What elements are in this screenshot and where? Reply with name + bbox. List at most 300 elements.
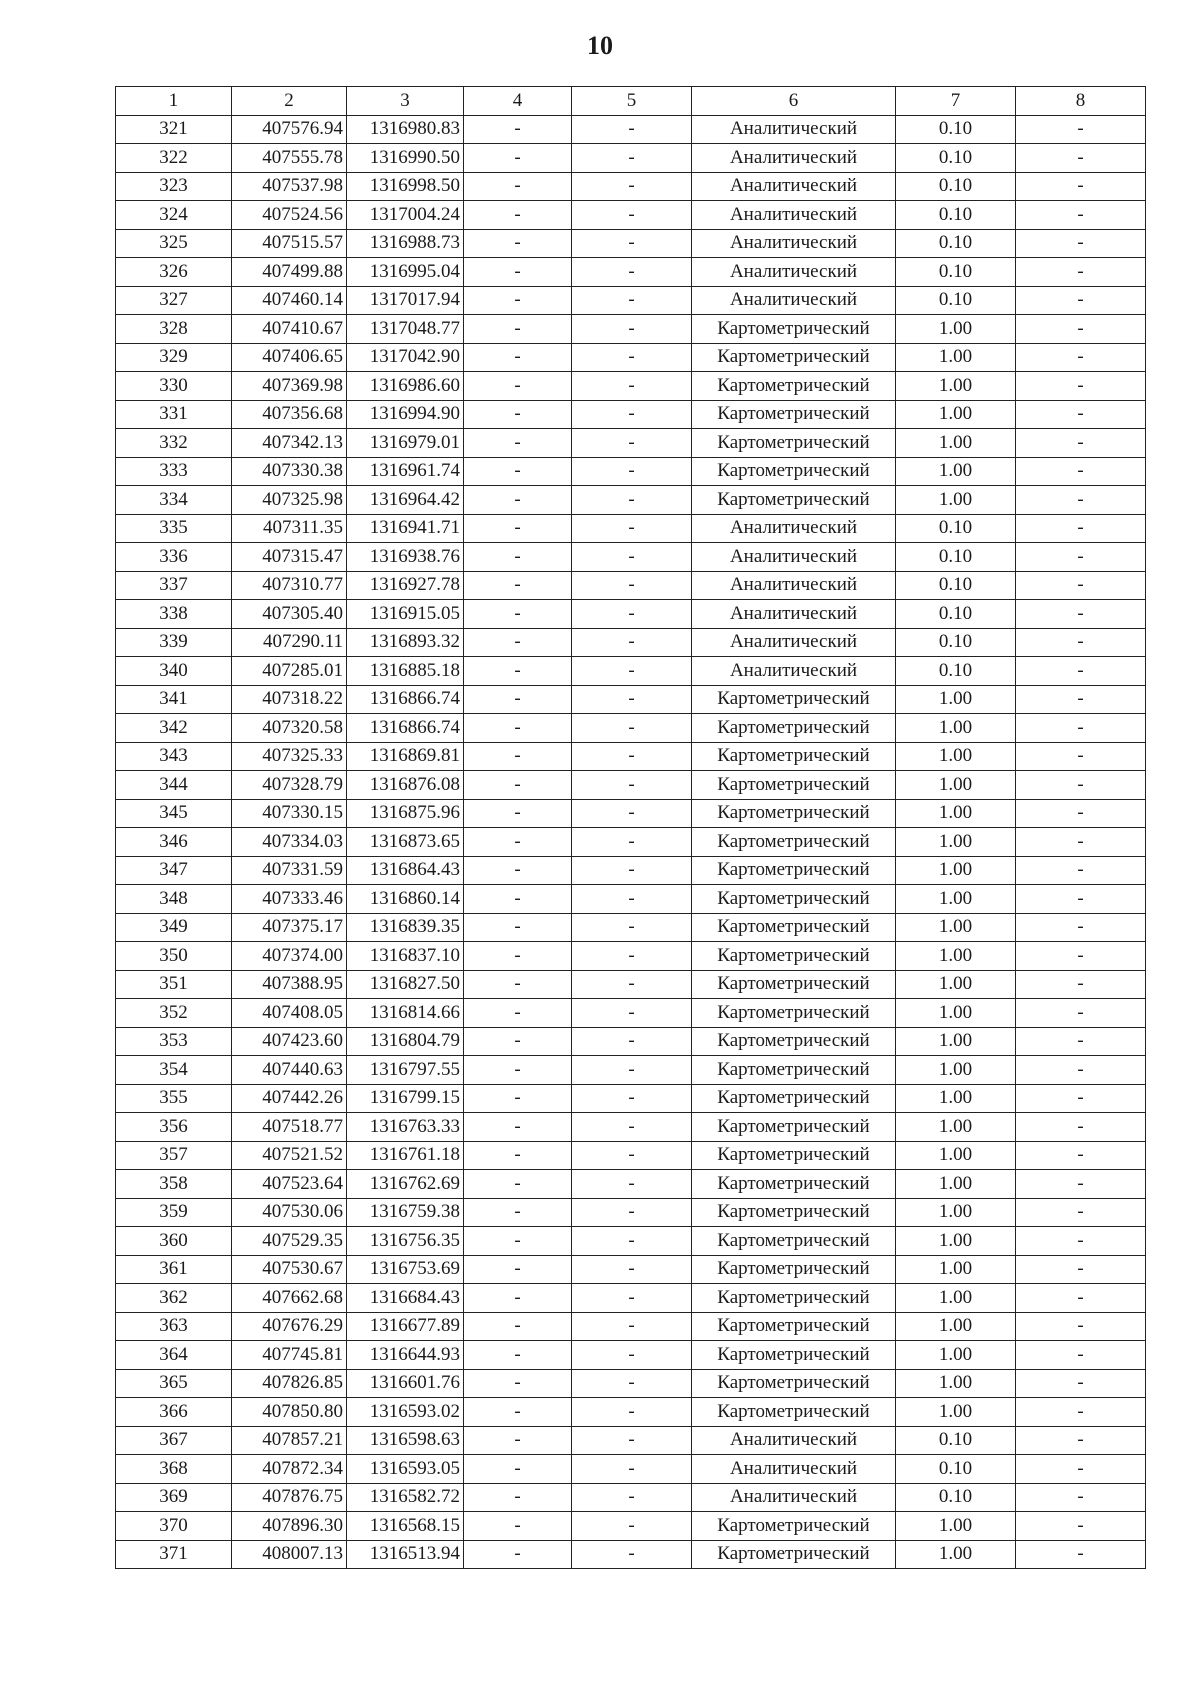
y-coordinate-cell: 1316598.63	[347, 1426, 464, 1455]
table-row	[116, 856, 1146, 885]
point-number-cell: 327	[116, 286, 232, 315]
column-5-cell: -	[572, 1170, 692, 1199]
x-coordinate-cell: 407356.68	[232, 400, 347, 429]
column-8-cell: -	[1016, 571, 1146, 600]
column-8-cell: -	[1016, 856, 1146, 885]
y-coordinate-cell: 1316869.81	[347, 742, 464, 771]
column-4-cell: -	[464, 1398, 572, 1427]
y-coordinate-cell: 1316866.74	[347, 714, 464, 743]
column-4-cell: -	[464, 856, 572, 885]
table-row	[116, 714, 1146, 743]
point-number-cell: 332	[116, 429, 232, 458]
column-5-cell: -	[572, 201, 692, 230]
table-row	[116, 1141, 1146, 1170]
column-4-cell: -	[464, 1455, 572, 1484]
column-5-cell: -	[572, 1198, 692, 1227]
column-8-cell: -	[1016, 486, 1146, 515]
column-4-cell: -	[464, 229, 572, 258]
y-coordinate-cell: 1316964.42	[347, 486, 464, 515]
method-cell: Картометрический	[692, 799, 896, 828]
column-8-cell: -	[1016, 1369, 1146, 1398]
table-row	[116, 486, 1146, 515]
table-row	[116, 771, 1146, 800]
method-cell: Аналитический	[692, 172, 896, 201]
y-coordinate-cell: 1316986.60	[347, 372, 464, 401]
method-cell: Картометрический	[692, 400, 896, 429]
method-cell: Картометрический	[692, 913, 896, 942]
column-8-cell: -	[1016, 685, 1146, 714]
point-number-cell: 368	[116, 1455, 232, 1484]
column-8-cell: -	[1016, 514, 1146, 543]
accuracy-cell: 1.00	[896, 1027, 1016, 1056]
point-number-cell: 352	[116, 999, 232, 1028]
column-4-cell: -	[464, 457, 572, 486]
column-4-cell: -	[464, 1284, 572, 1313]
point-number-cell: 359	[116, 1198, 232, 1227]
column-8-cell: -	[1016, 1540, 1146, 1569]
table-row	[116, 115, 1146, 144]
column-8-cell: -	[1016, 258, 1146, 287]
y-coordinate-cell: 1316568.15	[347, 1512, 464, 1541]
column-8-cell: -	[1016, 942, 1146, 971]
column-8-cell: -	[1016, 771, 1146, 800]
table-row	[116, 600, 1146, 629]
point-number-cell: 345	[116, 799, 232, 828]
column-5-cell: -	[572, 970, 692, 999]
column-4-cell: -	[464, 799, 572, 828]
y-coordinate-cell: 1317004.24	[347, 201, 464, 230]
table-row	[116, 229, 1146, 258]
table-row	[116, 742, 1146, 771]
accuracy-cell: 1.00	[896, 1284, 1016, 1313]
point-number-cell: 353	[116, 1027, 232, 1056]
column-4-cell: -	[464, 400, 572, 429]
accuracy-cell: 1.00	[896, 1084, 1016, 1113]
column-header: 7	[896, 87, 1016, 116]
column-8-cell: -	[1016, 286, 1146, 315]
x-coordinate-cell: 407330.15	[232, 799, 347, 828]
method-cell: Картометрический	[692, 1369, 896, 1398]
column-5-cell: -	[572, 628, 692, 657]
point-number-cell: 337	[116, 571, 232, 600]
x-coordinate-cell: 407310.77	[232, 571, 347, 600]
column-header: 6	[692, 87, 896, 116]
table-row	[116, 571, 1146, 600]
method-cell: Картометрический	[692, 1312, 896, 1341]
y-coordinate-cell: 1316756.35	[347, 1227, 464, 1256]
table-row	[116, 628, 1146, 657]
method-cell: Аналитический	[692, 144, 896, 173]
accuracy-cell: 1.00	[896, 799, 1016, 828]
accuracy-cell: 0.10	[896, 258, 1016, 287]
column-5-cell: -	[572, 885, 692, 914]
method-cell: Картометрический	[692, 429, 896, 458]
method-cell: Картометрический	[692, 742, 896, 771]
accuracy-cell: 0.10	[896, 201, 1016, 230]
method-cell: Картометрический	[692, 1512, 896, 1541]
x-coordinate-cell: 407896.30	[232, 1512, 347, 1541]
column-4-cell: -	[464, 771, 572, 800]
column-8-cell: -	[1016, 970, 1146, 999]
accuracy-cell: 1.00	[896, 372, 1016, 401]
point-number-cell: 344	[116, 771, 232, 800]
column-8-cell: -	[1016, 1113, 1146, 1142]
accuracy-cell: 1.00	[896, 400, 1016, 429]
point-number-cell: 365	[116, 1369, 232, 1398]
column-5-cell: -	[572, 1113, 692, 1142]
column-8-cell: -	[1016, 1455, 1146, 1484]
column-8-cell: -	[1016, 1312, 1146, 1341]
accuracy-cell: 1.00	[896, 1255, 1016, 1284]
table-row	[116, 514, 1146, 543]
x-coordinate-cell: 407342.13	[232, 429, 347, 458]
method-cell: Аналитический	[692, 571, 896, 600]
column-5-cell: -	[572, 229, 692, 258]
column-8-cell: -	[1016, 457, 1146, 486]
point-number-cell: 338	[116, 600, 232, 629]
y-coordinate-cell: 1316513.94	[347, 1540, 464, 1569]
y-coordinate-cell: 1316979.01	[347, 429, 464, 458]
point-number-cell: 330	[116, 372, 232, 401]
method-cell: Картометрический	[692, 771, 896, 800]
column-8-cell: -	[1016, 1056, 1146, 1085]
column-4-cell: -	[464, 913, 572, 942]
column-5-cell: -	[572, 571, 692, 600]
x-coordinate-cell: 407518.77	[232, 1113, 347, 1142]
table-row	[116, 999, 1146, 1028]
column-5-cell: -	[572, 685, 692, 714]
point-number-cell: 343	[116, 742, 232, 771]
x-coordinate-cell: 407410.67	[232, 315, 347, 344]
column-4-cell: -	[464, 828, 572, 857]
y-coordinate-cell: 1316644.93	[347, 1341, 464, 1370]
y-coordinate-cell: 1316885.18	[347, 657, 464, 686]
y-coordinate-cell: 1316864.43	[347, 856, 464, 885]
x-coordinate-cell: 407328.79	[232, 771, 347, 800]
accuracy-cell: 1.00	[896, 315, 1016, 344]
column-header: 4	[464, 87, 572, 116]
column-8-cell: -	[1016, 543, 1146, 572]
table-row	[116, 1255, 1146, 1284]
y-coordinate-cell: 1316941.71	[347, 514, 464, 543]
column-5-cell: -	[572, 172, 692, 201]
column-8-cell: -	[1016, 1284, 1146, 1313]
method-cell: Картометрический	[692, 1170, 896, 1199]
column-5-cell: -	[572, 144, 692, 173]
column-8-cell: -	[1016, 600, 1146, 629]
column-8-cell: -	[1016, 115, 1146, 144]
table-row	[116, 343, 1146, 372]
y-coordinate-cell: 1316677.89	[347, 1312, 464, 1341]
x-coordinate-cell: 407318.22	[232, 685, 347, 714]
column-4-cell: -	[464, 628, 572, 657]
accuracy-cell: 1.00	[896, 1113, 1016, 1142]
point-number-cell: 348	[116, 885, 232, 914]
column-header: 1	[116, 87, 232, 116]
accuracy-cell: 1.00	[896, 486, 1016, 515]
accuracy-cell: 0.10	[896, 600, 1016, 629]
method-cell: Аналитический	[692, 543, 896, 572]
column-4-cell: -	[464, 1141, 572, 1170]
column-5-cell: -	[572, 942, 692, 971]
table-row	[116, 1312, 1146, 1341]
column-5-cell: -	[572, 543, 692, 572]
table-header-row	[116, 87, 1146, 116]
accuracy-cell: 0.10	[896, 115, 1016, 144]
accuracy-cell: 0.10	[896, 286, 1016, 315]
y-coordinate-cell: 1316994.90	[347, 400, 464, 429]
column-4-cell: -	[464, 1113, 572, 1142]
point-number-cell: 323	[116, 172, 232, 201]
column-8-cell: -	[1016, 1227, 1146, 1256]
accuracy-cell: 1.00	[896, 343, 1016, 372]
y-coordinate-cell: 1316804.79	[347, 1027, 464, 1056]
x-coordinate-cell: 407460.14	[232, 286, 347, 315]
table-row	[116, 1056, 1146, 1085]
point-number-cell: 354	[116, 1056, 232, 1085]
column-5-cell: -	[572, 286, 692, 315]
column-4-cell: -	[464, 1512, 572, 1541]
point-number-cell: 333	[116, 457, 232, 486]
point-number-cell: 349	[116, 913, 232, 942]
column-header: 2	[232, 87, 347, 116]
column-8-cell: -	[1016, 1398, 1146, 1427]
table-row	[116, 286, 1146, 315]
column-4-cell: -	[464, 657, 572, 686]
column-4-cell: -	[464, 685, 572, 714]
column-5-cell: -	[572, 514, 692, 543]
column-5-cell: -	[572, 400, 692, 429]
x-coordinate-cell: 407334.03	[232, 828, 347, 857]
column-5-cell: -	[572, 1341, 692, 1370]
point-number-cell: 360	[116, 1227, 232, 1256]
accuracy-cell: 0.10	[896, 657, 1016, 686]
column-8-cell: -	[1016, 229, 1146, 258]
y-coordinate-cell: 1316797.55	[347, 1056, 464, 1085]
column-4-cell: -	[464, 1084, 572, 1113]
y-coordinate-cell: 1316860.14	[347, 885, 464, 914]
table-row	[116, 885, 1146, 914]
column-8-cell: -	[1016, 1141, 1146, 1170]
table-row	[116, 1284, 1146, 1313]
accuracy-cell: 1.00	[896, 1198, 1016, 1227]
x-coordinate-cell: 407285.01	[232, 657, 347, 686]
y-coordinate-cell: 1316839.35	[347, 913, 464, 942]
column-5-cell: -	[572, 372, 692, 401]
point-number-cell: 336	[116, 543, 232, 572]
x-coordinate-cell: 407850.80	[232, 1398, 347, 1427]
accuracy-cell: 0.10	[896, 628, 1016, 657]
x-coordinate-cell: 407530.67	[232, 1255, 347, 1284]
column-8-cell: -	[1016, 742, 1146, 771]
method-cell: Картометрический	[692, 1227, 896, 1256]
column-5-cell: -	[572, 1027, 692, 1056]
column-4-cell: -	[464, 1255, 572, 1284]
column-4-cell: -	[464, 372, 572, 401]
column-5-cell: -	[572, 1141, 692, 1170]
column-4-cell: -	[464, 1312, 572, 1341]
x-coordinate-cell: 407576.94	[232, 115, 347, 144]
method-cell: Картометрический	[692, 828, 896, 857]
column-4-cell: -	[464, 258, 572, 287]
column-8-cell: -	[1016, 144, 1146, 173]
column-8-cell: -	[1016, 172, 1146, 201]
accuracy-cell: 1.00	[896, 1540, 1016, 1569]
accuracy-cell: 1.00	[896, 1312, 1016, 1341]
column-4-cell: -	[464, 286, 572, 315]
y-coordinate-cell: 1316763.33	[347, 1113, 464, 1142]
column-5-cell: -	[572, 315, 692, 344]
x-coordinate-cell: 407325.33	[232, 742, 347, 771]
accuracy-cell: 1.00	[896, 885, 1016, 914]
column-8-cell: -	[1016, 400, 1146, 429]
column-5-cell: -	[572, 1284, 692, 1313]
table-row	[116, 400, 1146, 429]
method-cell: Аналитический	[692, 201, 896, 230]
y-coordinate-cell: 1317048.77	[347, 315, 464, 344]
point-number-cell: 371	[116, 1540, 232, 1569]
table-row	[116, 543, 1146, 572]
table-row	[116, 201, 1146, 230]
table-row	[116, 1483, 1146, 1512]
column-header: 5	[572, 87, 692, 116]
column-8-cell: -	[1016, 429, 1146, 458]
method-cell: Аналитический	[692, 600, 896, 629]
column-5-cell: -	[572, 999, 692, 1028]
column-4-cell: -	[464, 1027, 572, 1056]
accuracy-cell: 1.00	[896, 685, 1016, 714]
method-cell: Аналитический	[692, 115, 896, 144]
y-coordinate-cell: 1316753.69	[347, 1255, 464, 1284]
point-number-cell: 342	[116, 714, 232, 743]
column-5-cell: -	[572, 657, 692, 686]
x-coordinate-cell: 407515.57	[232, 229, 347, 258]
column-8-cell: -	[1016, 343, 1146, 372]
accuracy-cell: 0.10	[896, 172, 1016, 201]
x-coordinate-cell: 407408.05	[232, 999, 347, 1028]
column-4-cell: -	[464, 1341, 572, 1370]
accuracy-cell: 1.00	[896, 771, 1016, 800]
column-8-cell: -	[1016, 1198, 1146, 1227]
x-coordinate-cell: 407440.63	[232, 1056, 347, 1085]
accuracy-cell: 1.00	[896, 913, 1016, 942]
y-coordinate-cell: 1316762.69	[347, 1170, 464, 1199]
column-8-cell: -	[1016, 1255, 1146, 1284]
y-coordinate-cell: 1316873.65	[347, 828, 464, 857]
column-5-cell: -	[572, 457, 692, 486]
point-number-cell: 350	[116, 942, 232, 971]
column-5-cell: -	[572, 1540, 692, 1569]
x-coordinate-cell: 407374.00	[232, 942, 347, 971]
table-row	[116, 913, 1146, 942]
accuracy-cell: 1.00	[896, 1141, 1016, 1170]
column-4-cell: -	[464, 1540, 572, 1569]
column-5-cell: -	[572, 1084, 692, 1113]
column-4-cell: -	[464, 201, 572, 230]
point-number-cell: 356	[116, 1113, 232, 1142]
x-coordinate-cell: 407872.34	[232, 1455, 347, 1484]
column-4-cell: -	[464, 942, 572, 971]
point-number-cell: 362	[116, 1284, 232, 1313]
y-coordinate-cell: 1316866.74	[347, 685, 464, 714]
y-coordinate-cell: 1316827.50	[347, 970, 464, 999]
point-number-cell: 366	[116, 1398, 232, 1427]
column-5-cell: -	[572, 1512, 692, 1541]
y-coordinate-cell: 1317042.90	[347, 343, 464, 372]
y-coordinate-cell: 1316980.83	[347, 115, 464, 144]
method-cell: Картометрический	[692, 1540, 896, 1569]
table-row	[116, 657, 1146, 686]
column-8-cell: -	[1016, 372, 1146, 401]
x-coordinate-cell: 407530.06	[232, 1198, 347, 1227]
column-4-cell: -	[464, 543, 572, 572]
x-coordinate-cell: 407325.98	[232, 486, 347, 515]
method-cell: Аналитический	[692, 1483, 896, 1512]
y-coordinate-cell: 1316876.08	[347, 771, 464, 800]
column-header: 8	[1016, 87, 1146, 116]
table-row	[116, 1113, 1146, 1142]
table-row	[116, 1540, 1146, 1569]
point-number-cell: 361	[116, 1255, 232, 1284]
accuracy-cell: 0.10	[896, 144, 1016, 173]
column-5-cell: -	[572, 828, 692, 857]
column-4-cell: -	[464, 600, 572, 629]
column-5-cell: -	[572, 343, 692, 372]
y-coordinate-cell: 1317017.94	[347, 286, 464, 315]
column-5-cell: -	[572, 799, 692, 828]
method-cell: Аналитический	[692, 286, 896, 315]
x-coordinate-cell: 407320.58	[232, 714, 347, 743]
accuracy-cell: 1.00	[896, 429, 1016, 458]
table-row	[116, 144, 1146, 173]
accuracy-cell: 1.00	[896, 942, 1016, 971]
column-4-cell: -	[464, 343, 572, 372]
method-cell: Аналитический	[692, 1455, 896, 1484]
accuracy-cell: 1.00	[896, 1227, 1016, 1256]
method-cell: Картометрический	[692, 1198, 896, 1227]
method-cell: Картометрический	[692, 315, 896, 344]
column-4-cell: -	[464, 714, 572, 743]
x-coordinate-cell: 407369.98	[232, 372, 347, 401]
method-cell: Картометрический	[692, 1113, 896, 1142]
y-coordinate-cell: 1316799.15	[347, 1084, 464, 1113]
y-coordinate-cell: 1316582.72	[347, 1483, 464, 1512]
accuracy-cell: 1.00	[896, 457, 1016, 486]
point-number-cell: 322	[116, 144, 232, 173]
column-4-cell: -	[464, 514, 572, 543]
accuracy-cell: 1.00	[896, 1056, 1016, 1085]
y-coordinate-cell: 1316938.76	[347, 543, 464, 572]
column-4-cell: -	[464, 885, 572, 914]
point-number-cell: 346	[116, 828, 232, 857]
column-5-cell: -	[572, 1255, 692, 1284]
method-cell: Картометрический	[692, 1255, 896, 1284]
x-coordinate-cell: 407333.46	[232, 885, 347, 914]
y-coordinate-cell: 1316915.05	[347, 600, 464, 629]
point-number-cell: 367	[116, 1426, 232, 1455]
column-5-cell: -	[572, 600, 692, 629]
x-coordinate-cell: 407826.85	[232, 1369, 347, 1398]
point-number-cell: 324	[116, 201, 232, 230]
column-4-cell: -	[464, 144, 572, 173]
accuracy-cell: 0.10	[896, 543, 1016, 572]
column-4-cell: -	[464, 486, 572, 515]
point-number-cell: 329	[116, 343, 232, 372]
y-coordinate-cell: 1316814.66	[347, 999, 464, 1028]
x-coordinate-cell: 407676.29	[232, 1312, 347, 1341]
x-coordinate-cell: 407406.65	[232, 343, 347, 372]
column-5-cell: -	[572, 1398, 692, 1427]
